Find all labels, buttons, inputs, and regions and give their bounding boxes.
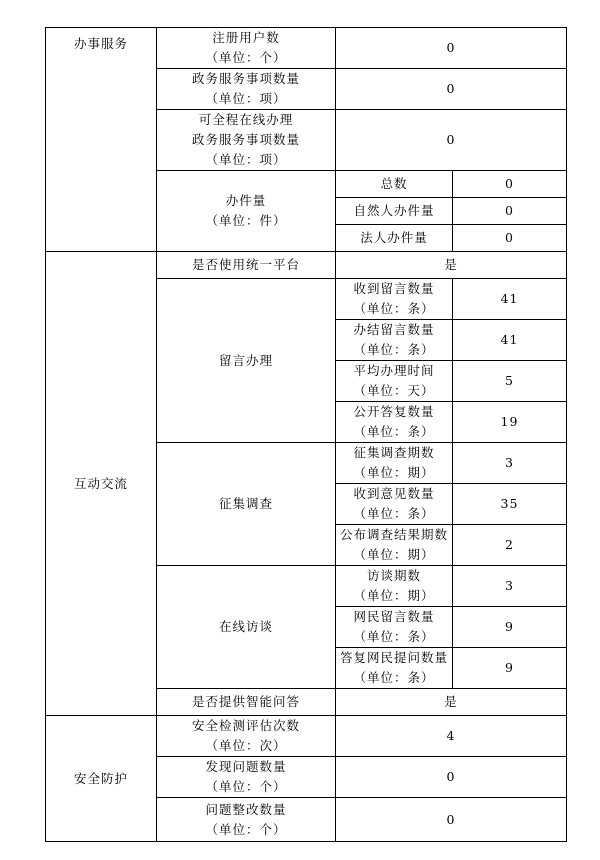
row-label: 可全程在线办理 政务服务事项数量 （单位：项）: [157, 110, 336, 171]
sub-label: 访谈期数 （单位：期）: [336, 566, 453, 607]
cell-value: 5: [453, 361, 567, 402]
group-label: 在线访谈: [157, 566, 336, 689]
cell-value: 3: [453, 443, 567, 484]
cell-value: 0: [453, 198, 567, 225]
cell-value: 0: [336, 798, 567, 842]
table-row: [46, 28, 567, 69]
table-row: [46, 716, 567, 757]
row-label: 发现问题数量 （单位：个）: [157, 757, 336, 798]
cell-value: 3: [453, 566, 567, 607]
cell-value: 19: [453, 402, 567, 443]
row-label: 政务服务事项数量 （单位：项）: [157, 69, 336, 110]
cell-value: 是: [336, 252, 567, 279]
cell-value: 0: [336, 757, 567, 798]
sub-label: 办结留言数量 （单位：条）: [336, 320, 453, 361]
group-label: 留言办理: [157, 279, 336, 443]
sub-label: 征集调查期数 （单位：期）: [336, 443, 453, 484]
group-label: 征集调查: [157, 443, 336, 566]
row-label: 是否使用统一平台: [157, 252, 336, 279]
cell-value: 41: [453, 320, 567, 361]
cell-value: 9: [453, 607, 567, 648]
row-label: 是否提供智能问答: [157, 689, 336, 716]
cell-value: 0: [453, 171, 567, 198]
sub-label: 收到留言数量 （单位：条）: [336, 279, 453, 320]
cell-value: 0: [336, 28, 567, 69]
cell-value: 是: [336, 689, 567, 716]
cell-value: 41: [453, 279, 567, 320]
cell-value: 9: [453, 648, 567, 689]
section-title-interaction: 互动交流: [46, 252, 157, 716]
sub-label: 公布调查结果期数 （单位：期）: [336, 525, 453, 566]
row-label: 办件量 （单位：件）: [157, 171, 336, 252]
cell-value: 35: [453, 484, 567, 525]
sub-label: 自然人办件量: [336, 198, 453, 225]
sub-label: 平均办理时间 （单位：天）: [336, 361, 453, 402]
section-title-security: 安全防护: [46, 716, 157, 842]
cell-value: 0: [336, 110, 567, 171]
cell-value: 0: [336, 69, 567, 110]
cell-value: 4: [336, 716, 567, 757]
sub-label: 网民留言数量 （单位：条）: [336, 607, 453, 648]
sub-label: 法人办件量: [336, 225, 453, 252]
row-label: 安全检测评估次数 （单位：次）: [157, 716, 336, 757]
cell-value: 0: [453, 225, 567, 252]
table-row: [46, 252, 567, 279]
sub-label: 总数: [336, 171, 453, 198]
section-title-service: 办事服务: [46, 28, 157, 252]
row-label: 问题整改数量 （单位：个）: [157, 798, 336, 842]
sub-label: 公开答复数量 （单位：条）: [336, 402, 453, 443]
sub-label: 收到意见数量 （单位：条）: [336, 484, 453, 525]
cell-value: 2: [453, 525, 567, 566]
sub-label: 答复网民提问数量 （单位：条）: [336, 648, 453, 689]
row-label: 注册用户数 （单位：个）: [157, 28, 336, 69]
statistics-table: [45, 27, 567, 842]
